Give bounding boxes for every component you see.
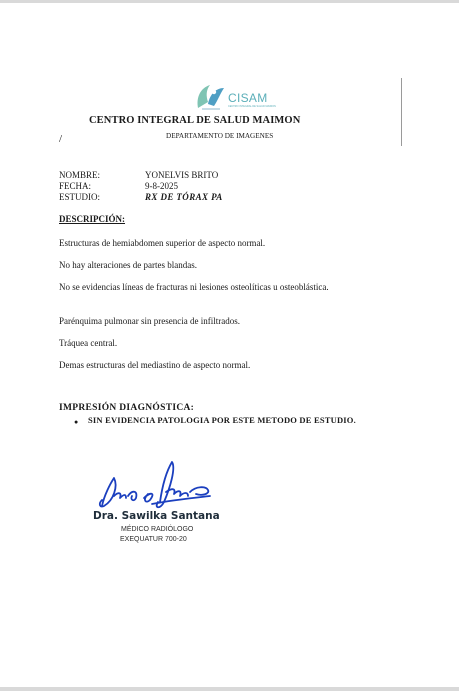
date-value: 9-8-2025 <box>145 181 178 191</box>
impression-heading: IMPRESIÓN DIAGNÓSTICA: <box>59 403 195 413</box>
study-value: RX DE TÓRAX PA <box>145 192 223 202</box>
description-paragraph: Demas estructuras del mediastino de aspecto normal. <box>59 360 251 370</box>
bullet-icon: ● <box>74 418 79 426</box>
department-name: DEPARTAMENTO DE IMAGENES <box>166 132 274 140</box>
cisam-logo-mark <box>192 82 228 112</box>
logo-wordmark: CISAM <box>228 91 268 105</box>
description-paragraph: Tráquea central. <box>59 338 118 348</box>
patient-name-label: NOMBRE: <box>59 170 101 180</box>
logo-subtitle: CENTRO INTEGRAL DE SALUD MAIMON <box>228 105 276 108</box>
date-label: FECHA: <box>59 181 92 191</box>
description-paragraph: No hay alteraciones de partes blandas. <box>59 260 197 270</box>
doctor-exequatur: EXEQUATUR 700-20 <box>120 536 187 543</box>
handwritten-signature <box>92 458 222 516</box>
doctor-name: Dra. Sawilka Santana <box>93 510 220 522</box>
study-label: ESTUDIO: <box>59 192 100 202</box>
cisam-logo <box>192 82 276 112</box>
slash-mark: / <box>59 133 63 145</box>
doctor-title: MÉDICO RADIÓLOGO <box>121 526 194 533</box>
page-margin-marker <box>401 78 402 146</box>
impression-item: SIN EVIDENCIA PATOLOGIA POR ESTE METODO DE ESTUDIO. <box>88 415 356 425</box>
description-paragraph: Estructuras de hemiabdomen superior de aspecto normal. <box>59 238 266 248</box>
patient-name-value: YONELVIS BRITO <box>145 170 219 180</box>
description-paragraph: No se evidencias líneas de fracturas ni lesiones osteolíticas u osteoblástica. <box>59 282 329 292</box>
description-paragraph: Parénquima pulmonar sin presencia de infiltrados. <box>59 316 240 326</box>
bottom-border <box>0 687 459 691</box>
organization-name: CENTRO INTEGRAL DE SALUD MAIMON <box>89 115 301 126</box>
description-heading: DESCRIPCIÓN: <box>59 214 126 224</box>
top-border <box>0 0 459 3</box>
